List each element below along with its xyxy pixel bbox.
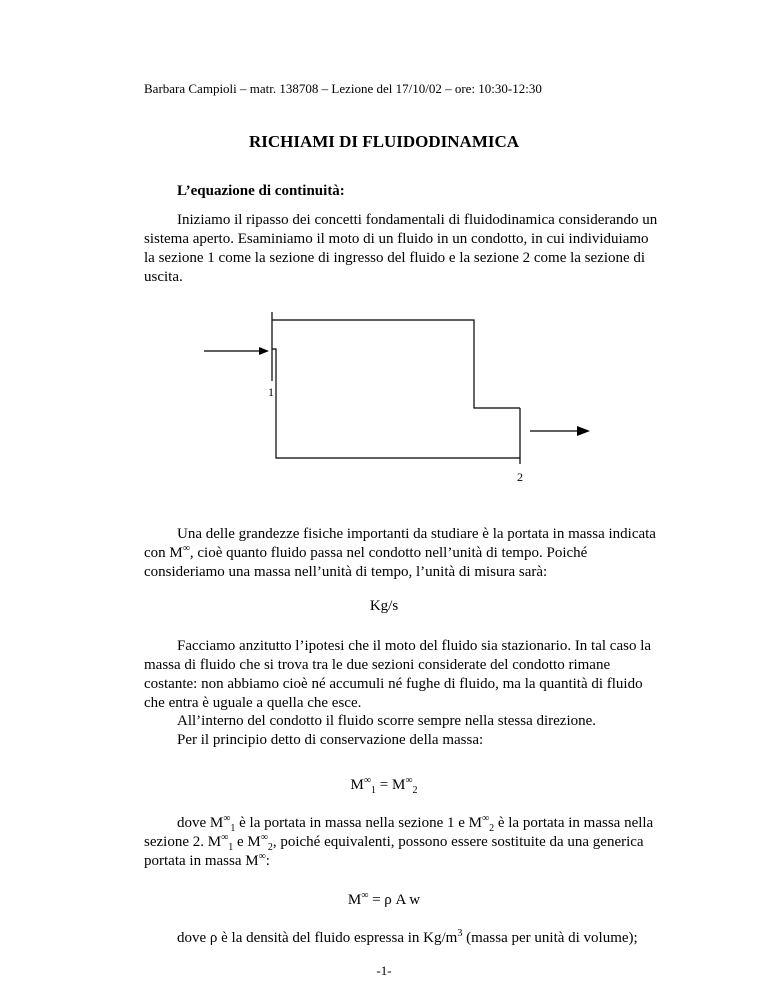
mass-flow-paragraph: Una delle grandezze fisiche importanti da studiare è la portata in massa indicata con M∞, cioè quanto fluido passa nel condotto nell’unità di tempo. Poiché consideriamo una massa nell’unità di tempo, l’unità di misura sarà:	[144, 526, 656, 580]
mass-flow-equation: M∞ = ρ A w	[347, 890, 421, 908]
principle-line: Per il principio detto di conservazione della massa:	[177, 732, 484, 748]
section-1-label: 1	[268, 385, 274, 399]
page-number: -1-	[376, 963, 392, 978]
definition-paragraph: dove $M^\infty_1$ è la portata in massa nella sezione 1 e $M^\infty_2$ è la portata in massa nella sezione 2. $M^\infty_1$ e $M^\infty_2$, poiché equivalenti, possono essere sostituite da una generica portata in massa M∞:	[144, 813, 654, 869]
steady-flow-paragraph: Facciamo anzitutto l’ipotesi che il moto del fluido sia stazionario. In tal caso la massa di fluido che si trova tra le due sezioni considerate del condotto rimane costante: non abbiamo cioè né accumuli né fughe di fluido, ma la quantità di fluido che entra è uguale a quella che esce.	[144, 638, 652, 711]
density-line: dove ρ è la densità del fluido espressa in $Kg/m^3$ (massa per unità di volume);	[177, 928, 638, 946]
duct-diagram	[195, 312, 605, 487]
intro-paragraph: Iniziamo il ripasso dei concetti fondamentali di fluidodinamica considerando un sistema aperto. Esaminiamo il moto di un fluido in un condotto, in cui individuiamo la sezione 1 come la sezione di ingresso del fluido e la sezione 2 come la sezione di uscita.	[144, 212, 658, 285]
document-title: RICHIAMI DI FLUIDODINAMICA	[248, 132, 520, 151]
direction-line: All’interno del condotto il fluido scorre sempre nella stessa direzione.	[177, 713, 597, 729]
outlet-arrowhead	[577, 426, 590, 436]
unit-of-measure: Kg/s	[369, 598, 399, 614]
section-heading: L’equazione di continuità:	[177, 183, 345, 199]
inlet-arrowhead	[259, 347, 269, 355]
page-header: Barbara Campioli – matr. 138708 – Lezione del 17/10/02 – ore: 10:30-12:30	[144, 81, 542, 96]
upper-duct-wall	[272, 320, 520, 408]
section-2-label: 2	[517, 470, 523, 484]
continuity-equation: $M^\infty_1 = M^\infty_2$	[350, 775, 418, 796]
lower-duct-wall	[272, 349, 520, 458]
